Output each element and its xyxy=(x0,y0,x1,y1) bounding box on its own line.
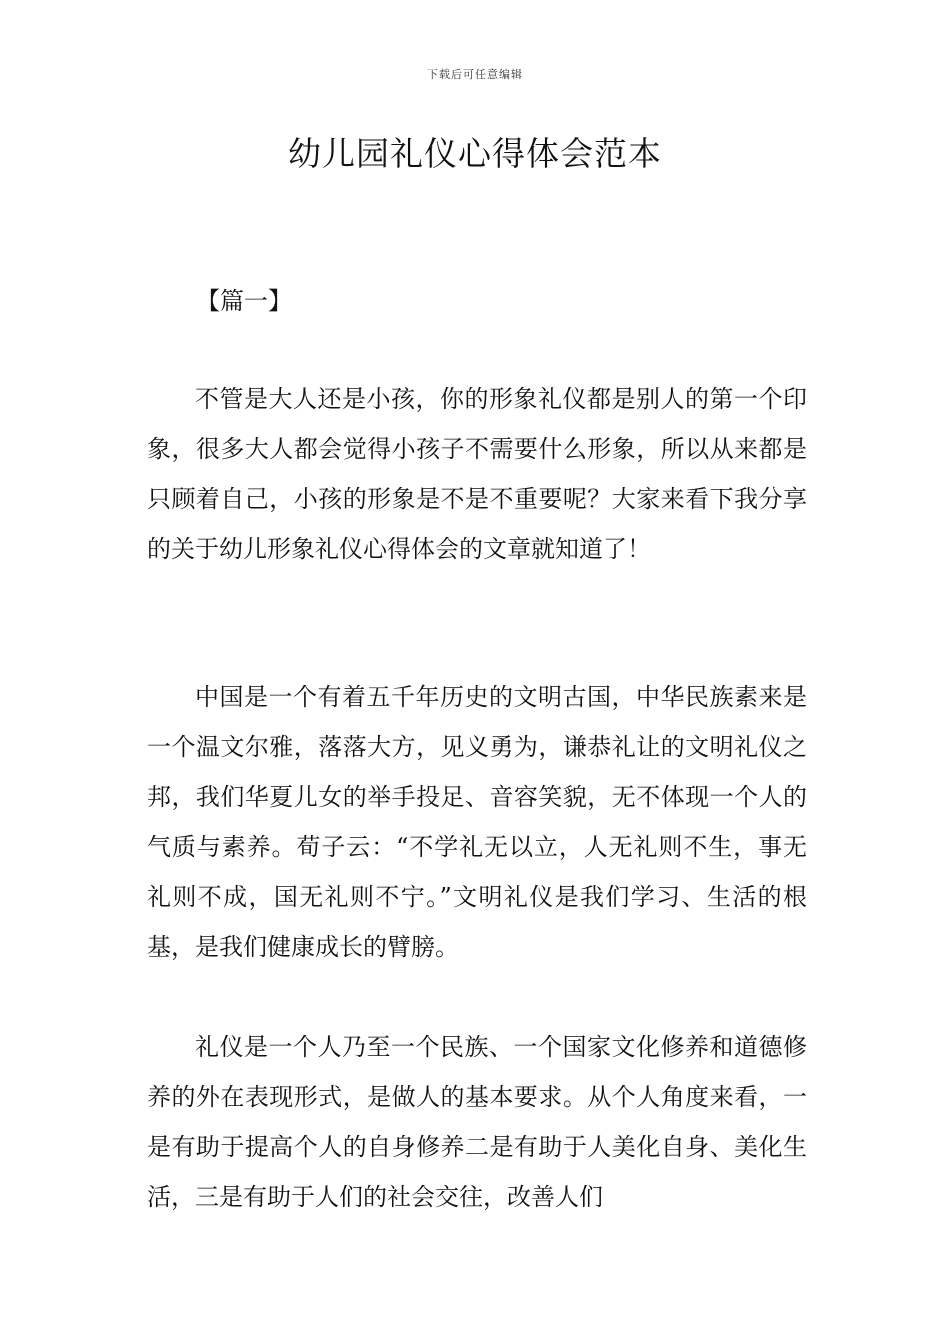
body-paragraph: 不管是大人还是小孩，你的形象礼仪都是别人的第一个印象，很多大人都会觉得小孩子不需要什么形象，所以从来都是只顾着自己，小孩的形象是不是不重要呢？大家来看下我分享的关于幼儿形象礼仪心得体会的文章就知道了！ xyxy=(147,385,807,563)
document-title: 幼儿园礼仪心得体会范本 xyxy=(288,134,662,173)
section-label: 【篇一】 xyxy=(196,287,292,315)
body-paragraph: 中国是一个有着五千年历史的文明古国，中华民族素来是一个温文尔雅，落落大方，见义勇为，谦恭礼让的文明礼仪之邦，我们华夏儿女的举手投足、音容笑貌，无不体现一个人的气质与素养。荀子云：“不学礼无以立，人无礼则不生，事无礼则不成，国无礼则不宁。”文明礼仪是我们学习、生活的根基，是我们健康成长的臂膀。 xyxy=(147,683,807,961)
body-paragraph: 礼仪是一个人乃至一个民族、一个国家文化修养和道德修养的外在表现形式，是做人的基本要求。从个人角度来看，一是有助于提高个人的自身修养二是有助于人美化自身、美化生活，三是有助于人们的社会交往，改善人们 xyxy=(147,1033,807,1211)
header-note: 下载后可任意编辑 xyxy=(427,68,523,81)
